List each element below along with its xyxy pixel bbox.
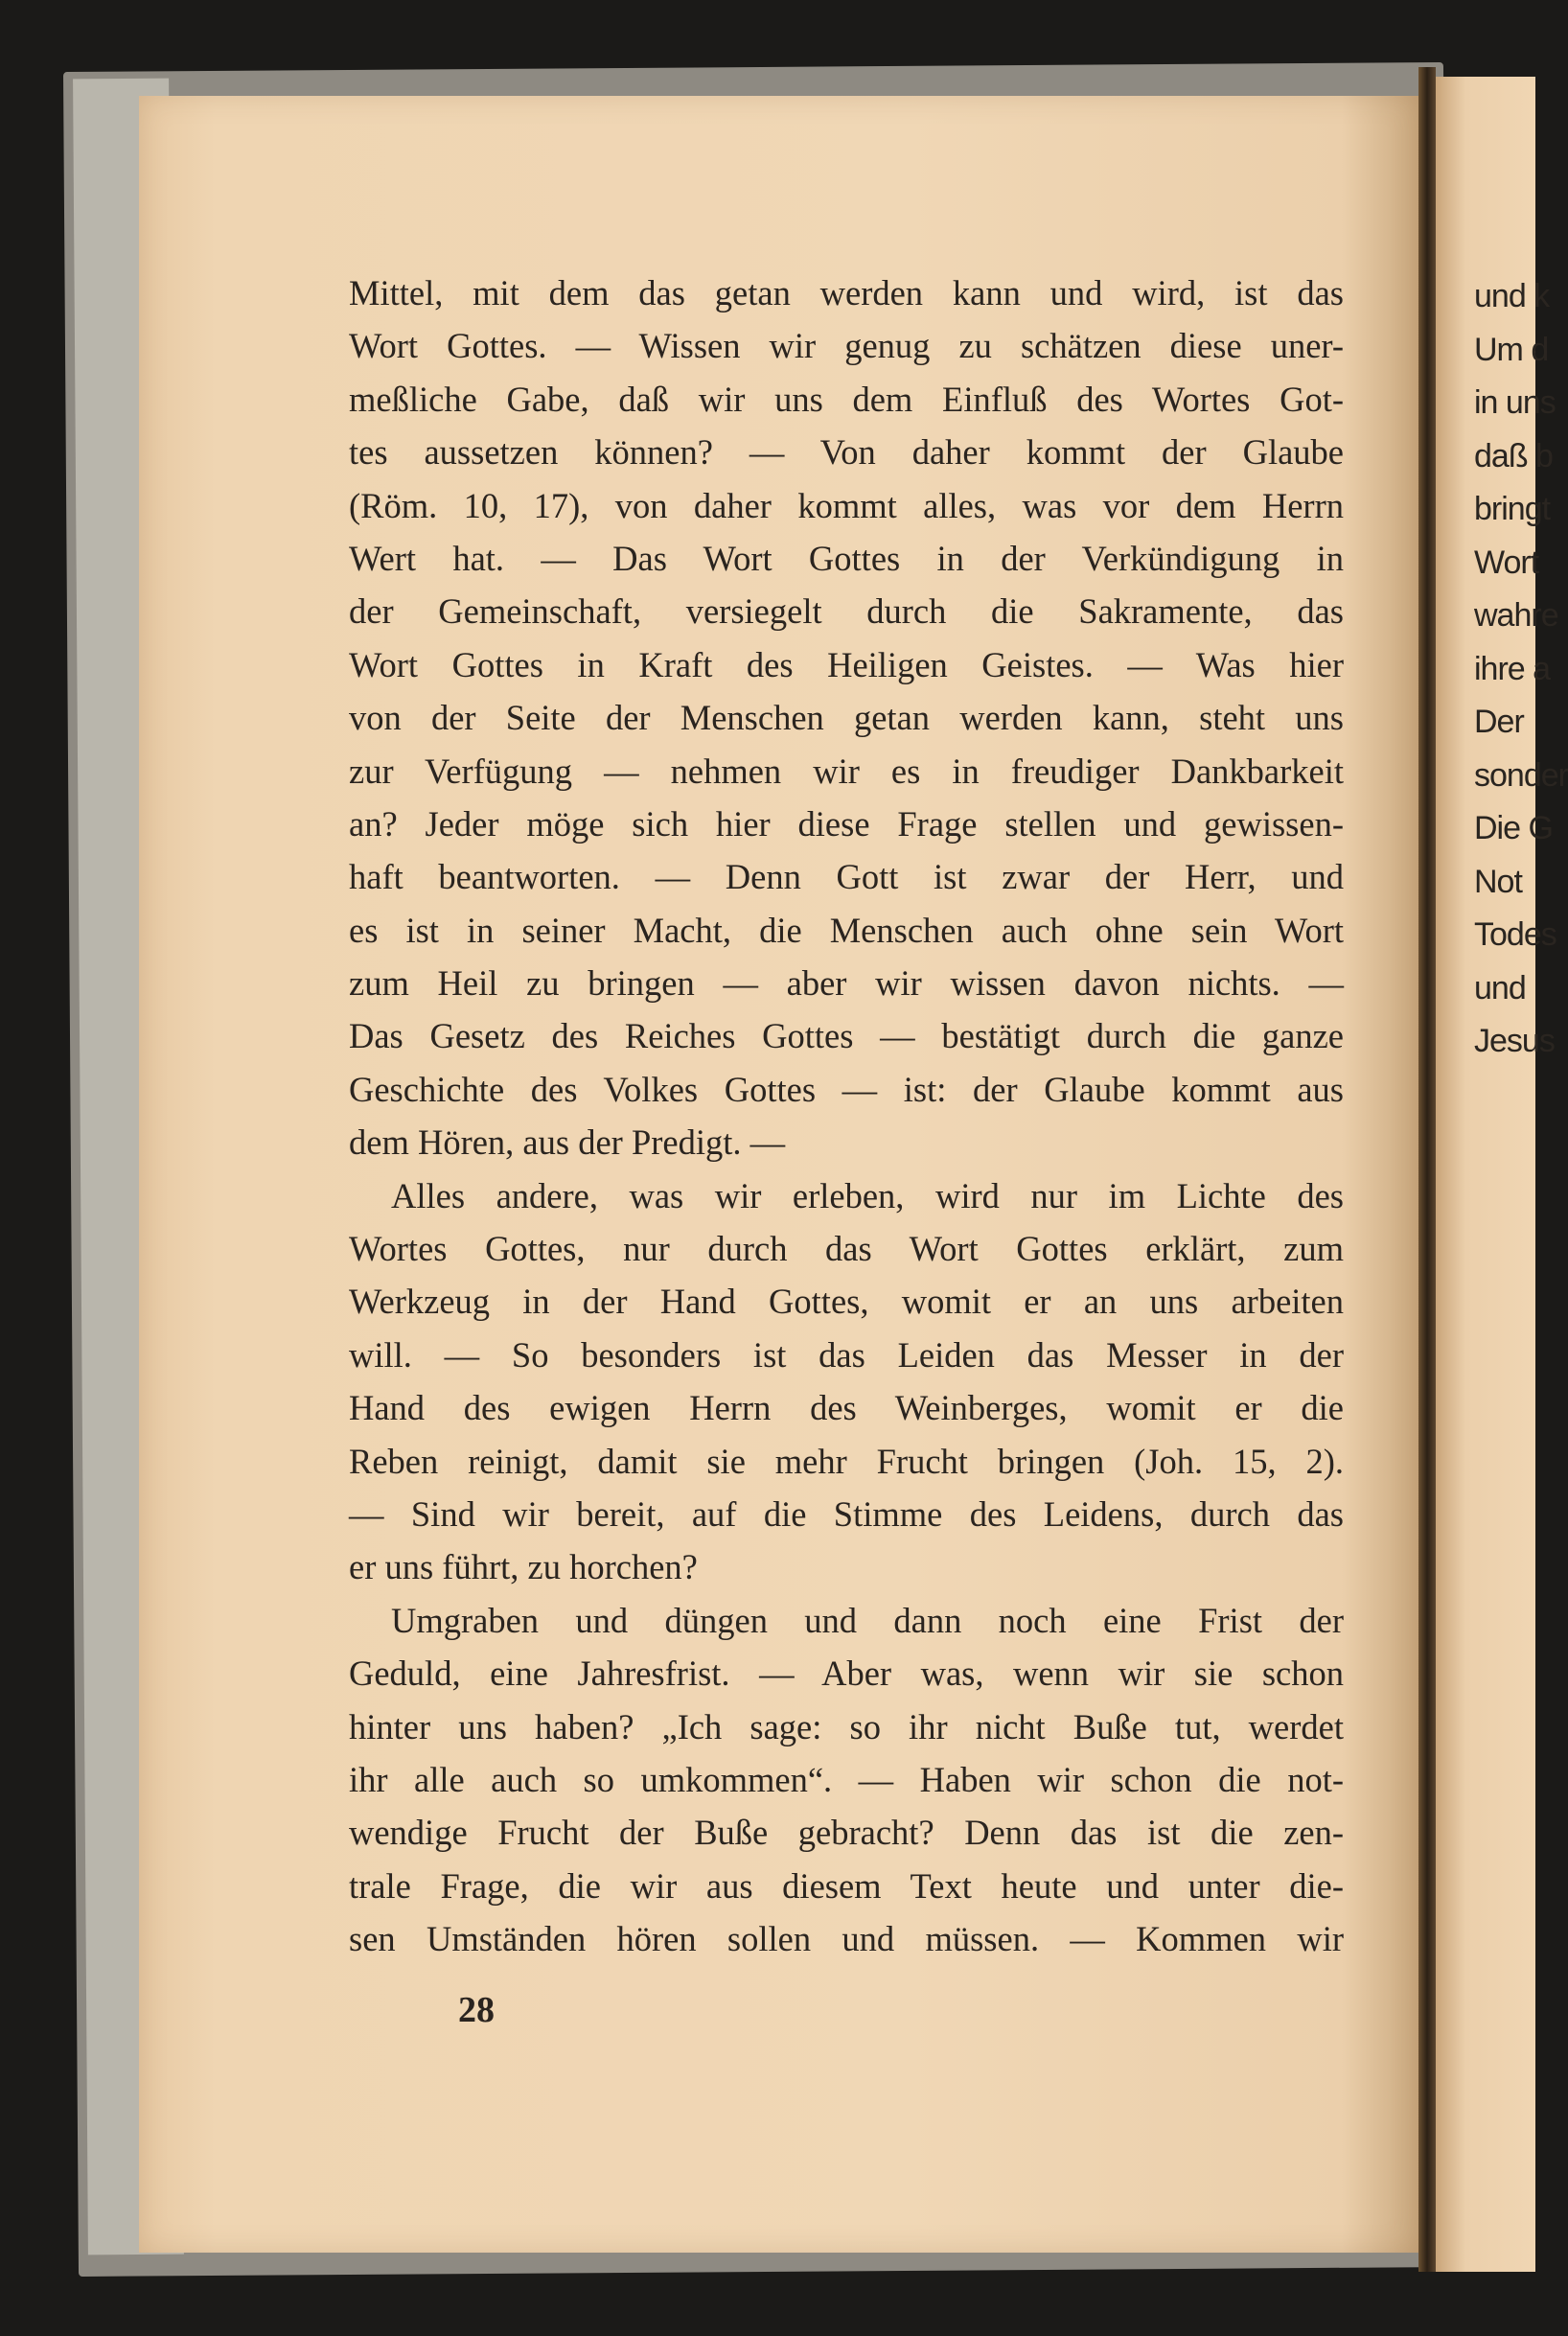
text-line: Mittel, mit dem das getan werden kann und wird, ist das — [349, 273, 1344, 312]
facing-page-line: Not — [1474, 863, 1522, 900]
facing-page-line: wahre — [1474, 597, 1558, 634]
text-line: will. — So besonders ist das Leiden das Messer in der — [349, 1334, 1344, 1375]
text-line: trale Frage, die wir aus diesem Text heute und unter die- — [349, 1865, 1344, 1906]
text-line: Geschichte des Volkes Gottes — ist: der Glaube kommt aus — [349, 1069, 1344, 1109]
text-line: ihr alle auch so umkommen“. — Haben wir schon die not- — [349, 1759, 1344, 1799]
facing-page-line: bringt — [1474, 491, 1551, 527]
facing-page-line: daß b — [1474, 437, 1553, 474]
facing-page-line: in uns — [1474, 384, 1556, 421]
facing-page-line: sonder — [1474, 756, 1568, 794]
text-line: Hand des ewigen Herrn des Weinberges, womit er die — [349, 1388, 1344, 1428]
text-line: Reben reinigt, damit sie mehr Frucht bringen (Joh. 15, 2). — [349, 1441, 1344, 1481]
text-line: Das Gesetz des Reiches Gottes — bestätigt durch die ganze — [349, 1016, 1344, 1056]
text-line: Alles andere, was wir erleben, wird nur im Lichte des — [391, 1175, 1344, 1215]
facing-page-text — [1474, 270, 1568, 1069]
text-line: es ist in seiner Macht, die Menschen auch ohne sein Wort — [349, 910, 1344, 950]
text-line: Werkzeug in der Hand Gottes, womit er an uns arbeiten — [349, 1282, 1344, 1322]
text-line: Wert hat. — Das Wort Gottes in der Verkündigung in — [349, 538, 1344, 578]
facing-page-line: Jesus — [1474, 1023, 1555, 1059]
text-line: Umgraben und düngen und dann noch eine Frist der — [391, 1600, 1344, 1640]
text-line: (Röm. 10, 17), von daher kommt alles, was vor dem Herrn — [349, 485, 1344, 525]
facing-page-line: Die G — [1474, 810, 1553, 846]
text-line: Wort Gottes in Kraft des Heiligen Geistes. — Was hier — [349, 644, 1344, 684]
text-line: sen Umständen hören sollen und müssen. — Kommen wir — [349, 1919, 1344, 1959]
facing-page-line: und k — [1474, 278, 1550, 314]
facing-page-line: und — [1474, 969, 1526, 1006]
facing-page-line: ihre a — [1474, 650, 1551, 687]
text-line: meßliche Gabe, daß wir uns dem Einfluß des Wortes Got- — [349, 379, 1344, 419]
text-line: hinter uns haben? „Ich sage: so ihr nicht Buße tut, werdet — [349, 1706, 1344, 1746]
text-line: Wort Gottes. — Wissen wir genug zu schätzen diese uner- — [349, 326, 1344, 366]
text-line: von der Seite der Menschen getan werden kann, steht uns — [349, 698, 1344, 738]
text-line: haft beantworten. — Denn Gott ist zwar der Herr, und — [349, 857, 1344, 897]
text-line: er uns führt, zu horchen? — [349, 1547, 698, 1587]
text-line: zum Heil zu bringen — aber wir wissen davon nichts. — — [349, 963, 1344, 1004]
text-line: zur Verfügung — nehmen wir es in freudiger Dankbarkeit — [349, 751, 1344, 791]
book-gutter — [1418, 67, 1436, 2272]
text-line: an? Jeder möge sich hier diese Frage stellen und gewissen- — [349, 803, 1344, 844]
text-line: wendige Frucht der Buße gebracht? Denn das ist die zen- — [349, 1813, 1344, 1853]
page-body-text — [349, 266, 1344, 1966]
facing-page-line: Um d — [1474, 331, 1549, 368]
facing-page-line: Der — [1474, 704, 1524, 740]
text-line: tes aussetzen können? — Von daher kommt der Glaube — [349, 432, 1344, 473]
text-line: Geduld, eine Jahresfrist. — Aber was, wenn wir sie schon — [349, 1654, 1344, 1694]
facing-page-line: Todes — [1474, 916, 1556, 953]
page-number: 28 — [458, 1990, 495, 2030]
text-line: — Sind wir bereit, auf die Stimme des Leidens, durch das — [349, 1493, 1344, 1534]
text-line: Wortes Gottes, nur durch das Wort Gottes erklärt, zum — [349, 1229, 1344, 1269]
text-line: dem Hören, aus der Predigt. — — [349, 1122, 786, 1163]
text-line: der Gemeinschaft, versiegelt durch die Sakramente, das — [349, 591, 1344, 632]
facing-page-line: Wort — [1474, 544, 1539, 581]
